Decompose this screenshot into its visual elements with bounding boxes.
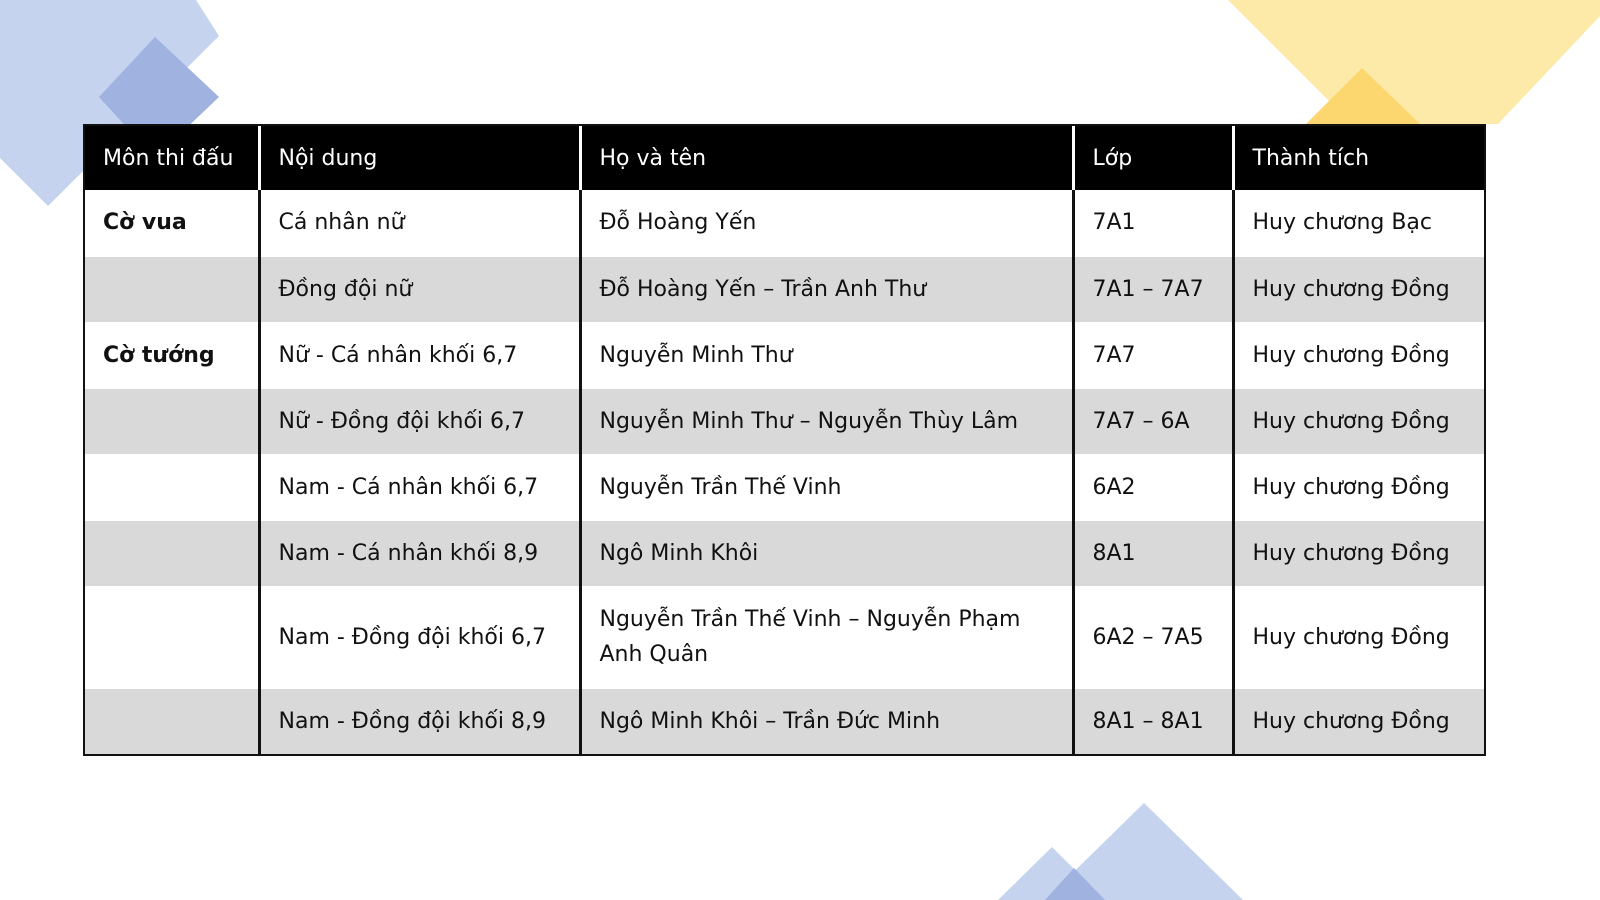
header-award: Thành tích — [1233, 126, 1484, 190]
table-row — [85, 256, 1484, 322]
awards-table-container — [83, 124, 1486, 756]
cell-name: Nguyễn Minh Thư — [580, 322, 1073, 388]
cell-class: 7A7 – 6A — [1073, 388, 1233, 454]
cell-name: Ngô Minh Khôi – Trần Đức Minh — [580, 688, 1073, 754]
cell-award: Huy chương Đồng — [1233, 454, 1484, 520]
cell-name: Nguyễn Trần Thế Vinh – Nguyễn Phạm Anh Quân — [580, 586, 1073, 688]
cell-content: Đồng đội nữ — [259, 256, 580, 322]
table-row — [85, 688, 1484, 754]
cell-award: Huy chương Đồng — [1233, 256, 1484, 322]
cell-award: Huy chương Đồng — [1233, 586, 1484, 688]
cell-subject — [85, 688, 259, 754]
cell-content: Nam - Cá nhân khối 6,7 — [259, 454, 580, 520]
cell-subject — [85, 256, 259, 322]
cell-award: Huy chương Bạc — [1233, 190, 1484, 256]
table-row — [85, 322, 1484, 388]
cell-award: Huy chương Đồng — [1233, 688, 1484, 754]
cell-subject — [85, 520, 259, 586]
table-row — [85, 586, 1484, 688]
cell-content: Nam - Đồng đội khối 8,9 — [259, 688, 580, 754]
cell-content: Nam - Đồng đội khối 6,7 — [259, 586, 580, 688]
header-subject: Môn thi đấu — [85, 126, 259, 190]
cell-subject: Cờ vua — [103, 210, 187, 236]
header-class: Lớp — [1073, 126, 1233, 190]
header-content: Nội dung — [259, 126, 580, 190]
table-row — [85, 388, 1484, 454]
cell-class: 7A1 – 7A7 — [1073, 256, 1233, 322]
cell-class: 6A2 – 7A5 — [1073, 586, 1233, 688]
cell-subject — [85, 454, 259, 520]
cell-name: Ngô Minh Khôi — [580, 520, 1073, 586]
cell-name: Nguyễn Minh Thư – Nguyễn Thùy Lâm — [580, 388, 1073, 454]
awards-table — [85, 126, 1484, 754]
table-row — [85, 190, 1484, 256]
cell-subject — [85, 388, 259, 454]
cell-name: Nguyễn Trần Thế Vinh — [580, 454, 1073, 520]
yellow-diamond-shape — [1228, 0, 1600, 124]
header-name: Họ và tên — [580, 126, 1073, 190]
cell-content: Nữ - Đồng đội khối 6,7 — [259, 388, 580, 454]
cell-award: Huy chương Đồng — [1233, 388, 1484, 454]
cell-class: 8A1 – 8A1 — [1073, 688, 1233, 754]
cell-name: Đỗ Hoàng Yến — [580, 190, 1073, 256]
cell-award: Huy chương Đồng — [1233, 520, 1484, 586]
cell-class: 7A7 — [1073, 322, 1233, 388]
table-row — [85, 520, 1484, 586]
cell-subject: Cờ tướng — [85, 322, 259, 388]
cell-award: Huy chương Đồng — [1233, 322, 1484, 388]
table-row — [85, 454, 1484, 520]
cell-subject — [85, 586, 259, 688]
cell-class: 8A1 — [1073, 520, 1233, 586]
table-header-row — [85, 126, 1484, 190]
cell-name: Đỗ Hoàng Yến – Trần Anh Thư — [580, 256, 1073, 322]
cell-content: Nam - Cá nhân khối 8,9 — [259, 520, 580, 586]
cell-class: 6A2 — [1073, 454, 1233, 520]
cell-content: Cá nhân nữ — [259, 190, 580, 256]
cell-class: 7A1 — [1073, 190, 1233, 256]
cell-content: Nữ - Cá nhân khối 6,7 — [259, 322, 580, 388]
